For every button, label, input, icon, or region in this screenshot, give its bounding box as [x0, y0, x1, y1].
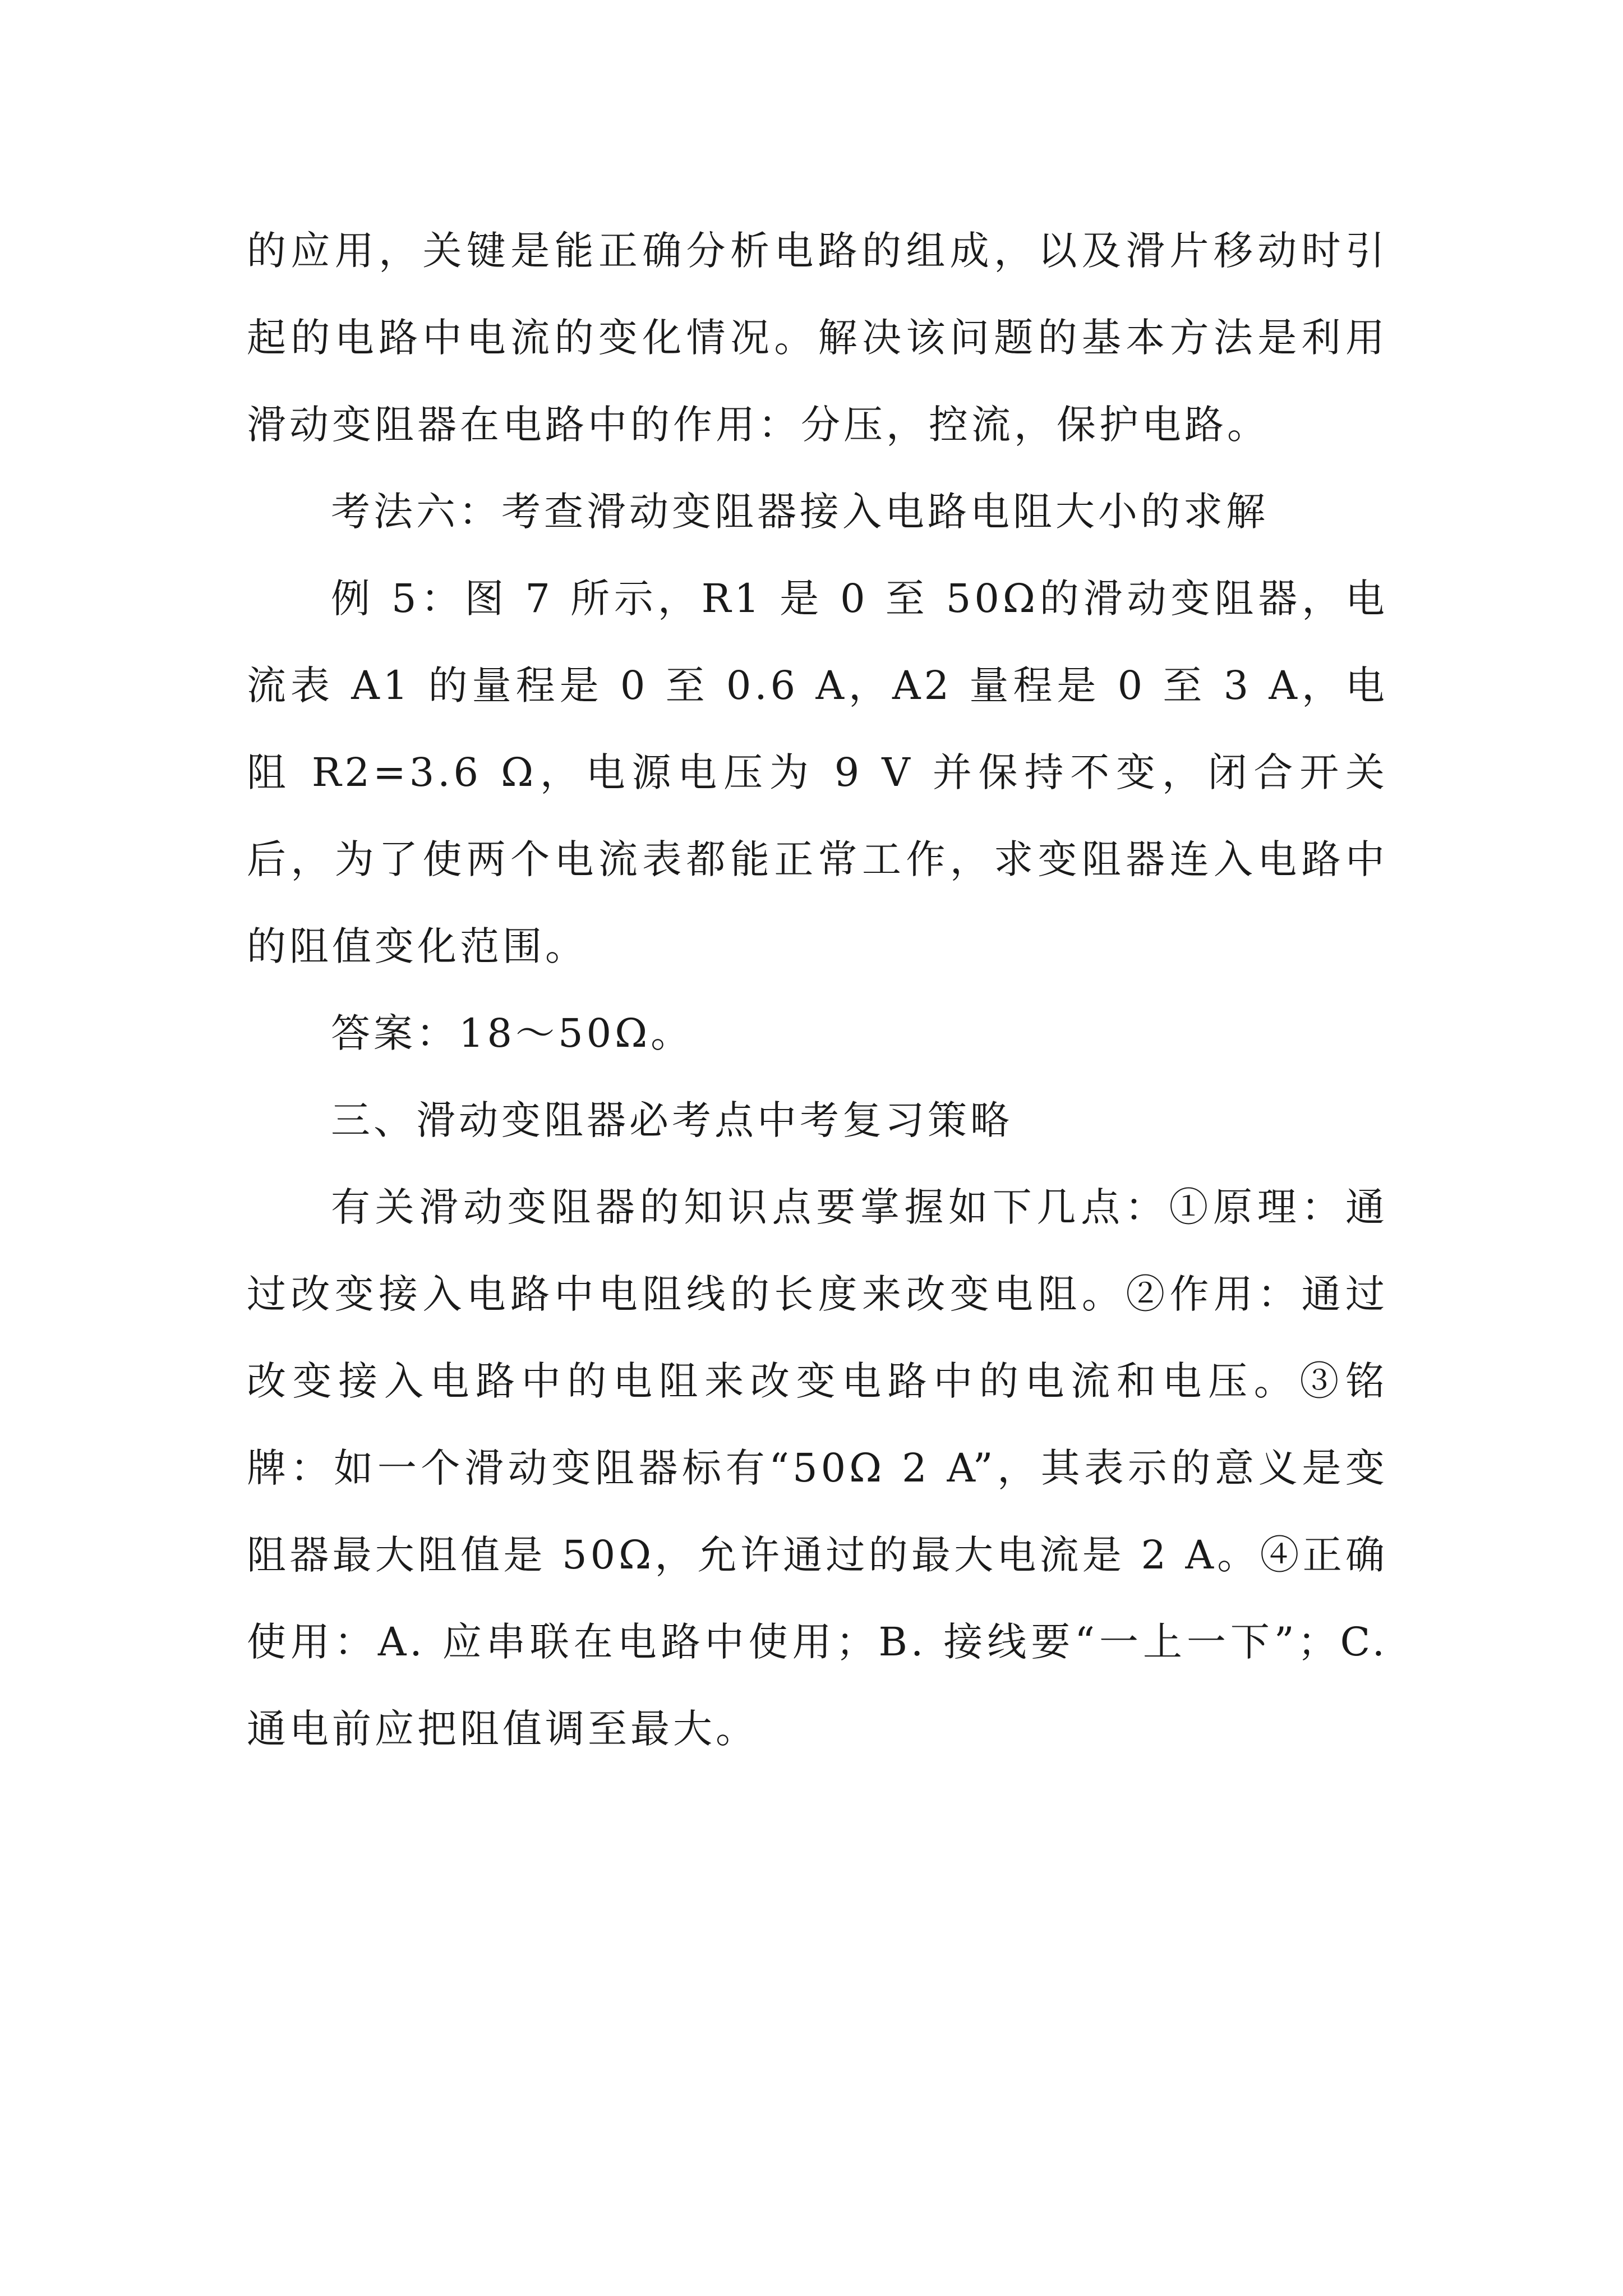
paragraph-example-5: 例 5：图 7 所示，R1 是 0 至 50Ω的滑动变阻器，电流表 A1 的量程是 0 至 0.6 A，A2 量程是 0 至 3 A，电阻 R2=3.6 Ω，电源电压为 9 V 并保持不变，闭合开关后，为了使两个电流表都能正常工作，求变阻器连入电路中的阻值变化范围。	[247, 576, 1388, 969]
paragraph-knowledge-points: 有关滑动变阻器的知识点要掌握如下几点：①原理：通过改变接入电路中电阻线的长度来改变电阻。②作用：通过改变接入电路中的电阻来改变电路中的电流和电压。③铭牌：如一个滑动变阻器标有“50Ω 2 A”，其表示的意义是变阻器最大阻值是 50Ω，允许通过的最大电流是 2 A。④正确使用：A. 应串联在电路中使用；B. 接线要“一上一下”；C. 通电前应把阻值调至最大。	[247, 1184, 1388, 1752]
paragraph-answer: 答案：18～50Ω。	[331, 1010, 694, 1056]
paragraph-continuation: 的应用，关键是能正确分析电路的组成，以及滑片移动时引起的电路中电流的变化情况。解决该问题的基本方法是利用滑动变阻器在电路中的作用：分压，控流，保护电路。	[247, 228, 1388, 448]
document-body	[247, 208, 1388, 1773]
paragraph-section-heading-three: 三、滑动变阻器必考点中考复习策略	[331, 1097, 1013, 1143]
paragraph-section-heading-method-six: 考法六：考查滑动变阻器接入电路电阻大小的求解	[331, 489, 1269, 535]
